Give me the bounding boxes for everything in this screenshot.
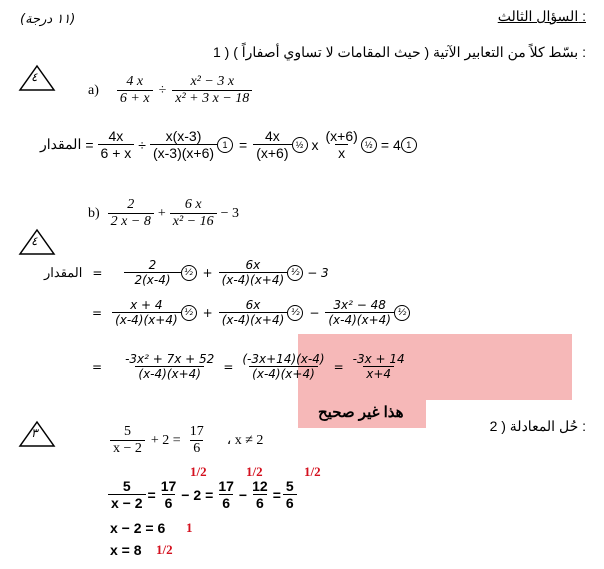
equals: = <box>380 136 389 153</box>
equals: = <box>205 486 214 503</box>
frac-num: x + 4 <box>130 298 163 312</box>
frac-num: 12 <box>252 478 268 494</box>
frac-num: 6x <box>245 258 261 272</box>
equals: = <box>272 486 281 503</box>
frac-den: 6 <box>253 494 267 511</box>
part-b-line2 <box>92 298 410 327</box>
frac-den: 6 + x <box>117 90 153 107</box>
frac-num: 17 <box>189 424 204 439</box>
frac-num: 5 <box>122 478 131 494</box>
equals: = <box>85 136 94 153</box>
frac-den: (x+6) <box>253 144 291 161</box>
frac-q2s-3 <box>215 478 237 511</box>
condition: ، x ≠ 2 <box>226 433 264 448</box>
grade-one: 1 <box>186 520 193 535</box>
grade-circle-icon: ½ <box>181 305 197 321</box>
equals: = <box>92 265 103 280</box>
frac-num: 5 <box>123 424 131 439</box>
plus-sign: + <box>157 205 166 221</box>
frac-num: 6x <box>245 298 261 312</box>
frac-den: 2 x − 8 <box>108 213 154 230</box>
ans-label: المقدار <box>40 136 82 152</box>
grade-circle-icon: ½ <box>181 265 197 281</box>
frac-num: 4x <box>108 128 124 144</box>
frac-a1 <box>117 74 153 107</box>
frac-den: x − 2 <box>110 440 145 457</box>
frac-b-l1-2 <box>219 258 288 287</box>
frac-q2s-5 <box>283 478 297 511</box>
frac-b1 <box>108 197 154 230</box>
frac-q2s-4 <box>249 478 271 511</box>
q2-equation <box>110 424 263 457</box>
equals: = <box>239 136 248 153</box>
frac-den: (x-4)(x+4) <box>219 272 288 287</box>
grade-half: 1/2 <box>246 464 263 479</box>
frac-q2s-2 <box>158 478 180 511</box>
minus-three: − 3 <box>220 205 240 221</box>
frac-num: -3x² + 7x + 52 <box>125 352 215 366</box>
grade-half: 1/2 <box>190 464 207 479</box>
grade-circle-icon: ½ <box>394 305 410 321</box>
frac-den: x − 2 <box>108 494 146 511</box>
incorrect-note: هذا غير صحيح <box>318 404 404 421</box>
frac-den: 6 <box>190 440 203 457</box>
divide-sign: ÷ <box>158 82 167 98</box>
part-b-line3 <box>92 352 408 381</box>
frac-b-l3-2 <box>239 352 327 381</box>
frac-den: (x-4)(x+4) <box>219 312 288 327</box>
result: 4 <box>393 136 401 153</box>
grade-circle-icon: ½ <box>287 305 303 321</box>
plus-sign: + <box>202 265 213 280</box>
grade-circle-icon: 1 <box>401 137 417 153</box>
minus-sign: − <box>238 486 248 503</box>
frac-num: 4x <box>264 128 280 144</box>
frac-q2-2 <box>187 424 207 457</box>
frac-num: 17 <box>218 478 234 494</box>
equals: = <box>92 305 103 320</box>
frac-num: 17 <box>160 478 177 494</box>
frac-num: 5 <box>285 478 294 494</box>
grade-half: 1/2 <box>156 542 173 557</box>
frac-b2 <box>170 197 217 230</box>
part-a-label: a) <box>88 82 99 98</box>
frac-s2 <box>150 128 217 161</box>
frac-den: x+4 <box>363 366 394 381</box>
frac-b-l2-1 <box>112 298 181 327</box>
badge-b-value: ٤ <box>31 234 38 248</box>
frac-num: x² − 3 x <box>190 74 235 89</box>
ans-label: المقدار <box>44 264 83 280</box>
frac-num: x(x-3) <box>165 128 202 144</box>
frac-den: x <box>335 144 348 161</box>
grade-circle-icon: 1 <box>217 137 233 153</box>
frac-num: 2 <box>148 258 157 272</box>
part-b-label: b) <box>88 205 100 221</box>
q1-instruction: 1 ) بسّط كلاً من التعابير الآتية ( حيث المقامات لا تساوي أصفاراً ) : <box>212 44 586 60</box>
frac-q2s-1 <box>108 478 146 511</box>
multiply-sign: x <box>311 136 319 153</box>
frac-num: 2 <box>127 197 135 212</box>
frac-den: x² + 3 x − 18 <box>172 90 252 107</box>
frac-den: (x-4)(x+4) <box>135 366 204 381</box>
minus-two: − 2 <box>181 486 202 503</box>
total-marks: (١١ درجة) <box>20 12 76 27</box>
equals: = <box>333 359 344 374</box>
plus-two: + 2 = <box>150 432 181 448</box>
minus-sign: − <box>309 305 320 320</box>
frac-den: x² − 16 <box>170 213 217 230</box>
frac-num: (x+6) <box>325 128 358 144</box>
frac-num: 6 x <box>184 197 202 212</box>
frac-num: (-3x+14)(x-4) <box>242 352 325 366</box>
plus-sign: + <box>202 305 213 320</box>
q2-step1 <box>108 478 297 511</box>
frac-num: 3x² − 48 <box>333 298 386 312</box>
frac-b-l3-3 <box>350 352 408 381</box>
frac-num: 4 x <box>126 74 144 89</box>
minus-three: − 3 <box>307 265 329 280</box>
grade-circle-icon: ½ <box>361 137 377 153</box>
badge-a-value: ٤ <box>31 70 38 84</box>
equals: = <box>223 359 234 374</box>
part-a-problem <box>88 74 252 107</box>
grade-half: 1/2 <box>304 464 321 479</box>
frac-den: 6 <box>219 494 233 511</box>
frac-a2 <box>172 74 252 107</box>
frac-den: 6 <box>283 494 297 511</box>
section-title: السؤال الثالث : <box>497 8 586 24</box>
frac-b-l1-1 <box>124 258 180 287</box>
q2-step3: x = 8 <box>110 542 142 558</box>
frac-b-l2-2 <box>219 298 288 327</box>
frac-den: (x-4)(x+4) <box>249 366 318 381</box>
q2-step2: x − 2 = 6 <box>110 520 166 536</box>
frac-den: (x-4)(x+4) <box>325 312 394 327</box>
frac-s4 <box>323 128 361 161</box>
frac-s3 <box>253 128 291 161</box>
q2-instruction: 2 ) حُل المعادلة : <box>489 418 586 434</box>
equals: = <box>92 359 103 374</box>
frac-den: (x-4)(x+4) <box>112 312 181 327</box>
part-a-solution <box>40 128 417 161</box>
frac-num: -3x + 14 <box>352 352 405 366</box>
divide-sign: ÷ <box>138 136 146 153</box>
part-b-problem <box>88 197 239 230</box>
badge-q2-value: ٣ <box>31 426 38 440</box>
frac-s1 <box>98 128 135 161</box>
frac-den: 6 <box>162 494 176 511</box>
part-b-line1 <box>44 258 329 287</box>
frac-den: 6 + x <box>98 144 135 161</box>
grade-circle-icon: ½ <box>292 137 308 153</box>
frac-den: (x-3)(x+6) <box>150 144 217 161</box>
equals: = <box>147 486 156 503</box>
frac-den: 2(x-4) <box>124 272 180 287</box>
frac-q2-1 <box>110 424 145 457</box>
frac-b-l2-3 <box>325 298 394 327</box>
grade-circle-icon: ½ <box>287 265 303 281</box>
frac-b-l3-1 <box>122 352 217 381</box>
